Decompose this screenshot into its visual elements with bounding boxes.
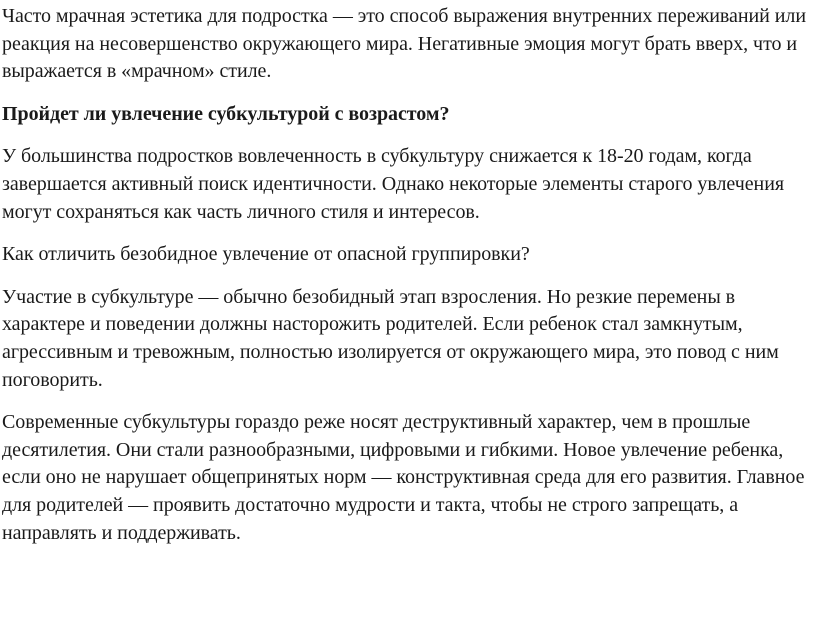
paragraph-participation: Участие в субкультуре — обычно безобидный этап взросления. Но резкие перемены в характере и поведении должны насторожить родителей. Если ребенок стал замкнутым, агрессивным и тревожным, полностью изолируется от окружающего мира, это повод с ним поговорить. (2, 285, 779, 391)
document-body (2, 3, 812, 562)
paragraph-modern-subcultures: Современные субкультуры гораздо реже носят деструктивный характер, чем в прошлые десятилетия. Они стали разнообразными, цифровыми и гибкими. Новое увлечение ребенка, если оно не нарушает общепринятых норм — конструктивная среда для его развития. Главное для родителей — проявить достаточно мудрости и такта, чтобы не строго запрещать, а направлять и поддерживать. (2, 411, 805, 544)
paragraph-gloomy-aesthetics: Часто мрачная эстетика для подростка — это способ выражения внутренних переживаний или реакция на несовершенство окружающего мира. Негативные эмоция могут брать вверх, что и выражается в «мрачном» стиле. (2, 5, 807, 83)
section-heading: Пройдет ли увлечение субкультурой с возрастом? (2, 102, 450, 125)
paragraph-question: Как отличить безобидное увлечение от опасной группировки? (2, 243, 530, 266)
paragraph-age: У большинства подростков вовлеченность в субкультуру снижается к 18-20 годам, когда завершается активный поиск идентичности. Однако некоторые элементы старого увлечения могут сохраняться как часть личного стиля и интересов. (2, 145, 785, 223)
